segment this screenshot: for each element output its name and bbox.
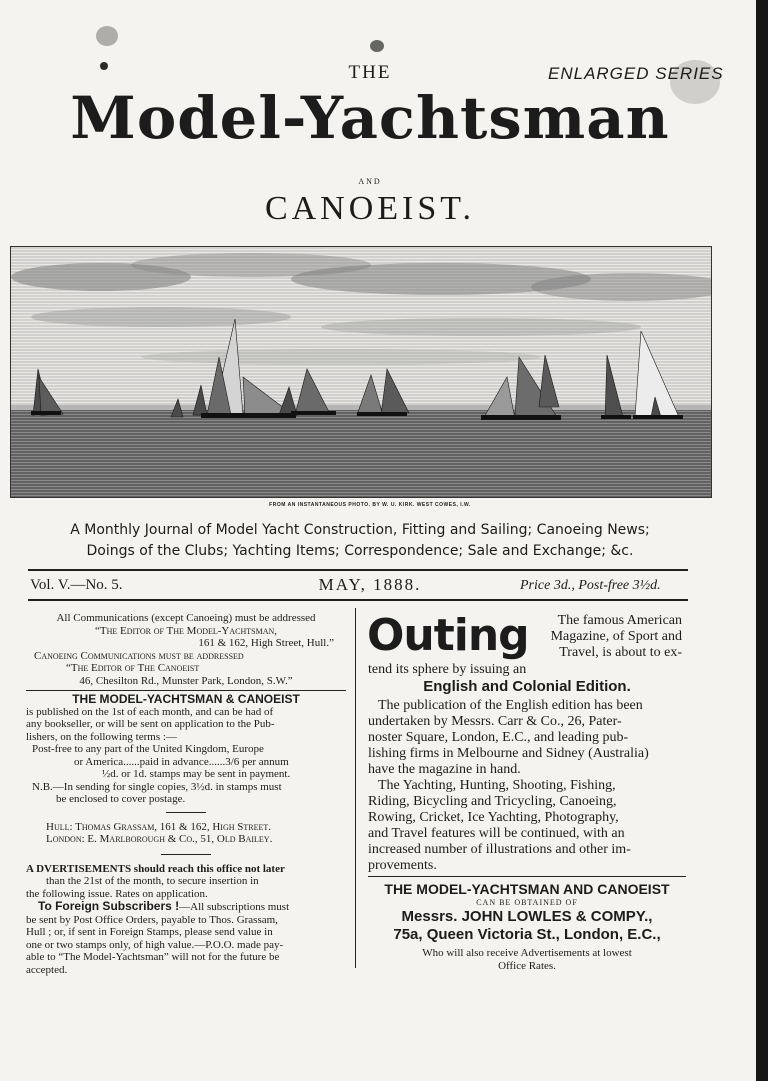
ad-title: THE MODEL-YACHTSMAN AND CANOEIST <box>384 881 670 897</box>
foreign-subscribers-heading: To Foreign Subscribers ! <box>38 899 180 913</box>
communications-line: All Communications (except Canoeing) must be addressed <box>56 612 316 624</box>
publication-line: ½d. or 1d. stamps may be sent in payment. <box>102 768 291 780</box>
issue-date: MAY, 1888. <box>318 575 422 594</box>
ad-note: Who will also receive Advertisements at lowest <box>422 947 632 959</box>
column-divider <box>355 608 356 968</box>
features-text: increased number of illustrations and other im- <box>368 842 631 857</box>
publication-line: any bookseller, or will be sent on application to the Pub- <box>26 718 275 730</box>
left-column <box>26 612 346 976</box>
outing-logo: Outing <box>367 610 529 661</box>
illustration-caption: FROM AN INSTANTANEOUS PHOTO. BY W. U. KIRK. WEST COWES, I.W. <box>269 502 471 508</box>
features-text: The Yachting, Hunting, Shooting, Fishing, <box>378 778 616 793</box>
masthead-the: THE <box>348 62 392 83</box>
volume-number: Vol. V.—No. 5. <box>30 577 123 593</box>
journal-description-line: A Monthly Journal of Model Yacht Construction, Fitting and Sailing; Canoeing News; <box>70 522 650 538</box>
publication-line: be enclosed to cover postage. <box>56 793 186 805</box>
features-text: Riding, Bicycling and Tricycling, Canoeing, <box>368 794 617 809</box>
short-rule <box>161 854 211 855</box>
journal-description <box>10 520 710 562</box>
advertisements-notice: A DVERTISEMENTS should reach this office not later <box>26 862 285 875</box>
publication-line: is published on the 1st of each month, and can be had of <box>26 705 274 718</box>
foreign-subscribers-text: be sent by Post Office Orders, payable to Thos. Grassam, <box>26 913 278 926</box>
publication-heading: THE MODEL-YACHTSMAN & CANOEIST <box>72 692 300 706</box>
edition-text: have the magazine in hand. <box>368 762 521 777</box>
short-rule <box>166 812 206 813</box>
editor-street: 161 & 162, High Street, Hull.” <box>198 637 334 649</box>
issue-top-rule <box>28 569 688 571</box>
masthead-title: Model-Yachtsman <box>70 84 670 152</box>
canoeist-address: 46, Chesilton Rd., Munster Park, London, S.W.” <box>79 674 293 687</box>
edition-text: lishing firms in Melbourne and Sidney (Australia) <box>368 746 649 761</box>
outing-intro-line: tend its sphere by issuing an <box>368 662 527 677</box>
masthead-and: AND <box>358 177 382 186</box>
journal-description-line: Doings of the Clubs; Yachting Items; Correspondence; Sale and Exchange; &c. <box>86 543 634 559</box>
outing-intro <box>510 613 682 661</box>
edition-heading: English and Colonial Edition. <box>423 678 631 695</box>
outing-intro-line: Magazine, of Sport and <box>550 629 682 644</box>
foreign-subscribers-text: Hull ; or, if sent in Foreign Stamps, please send value in <box>26 926 273 938</box>
ink-spot <box>370 40 384 52</box>
hull-publisher: Hull: Thomas Grassam, 161 & 162, High Street. <box>46 820 272 833</box>
section-rule <box>368 876 686 877</box>
enlarged-series-label: ENLARGED SERIES <box>548 64 724 83</box>
publication-line: N.B.—In sending for single copies, 3½d. in stamps must <box>32 780 282 793</box>
ad-note: Office Rates. <box>498 960 556 972</box>
outing-intro-line: The famous American <box>557 613 682 628</box>
ad-firm-name: Messrs. JOHN LOWLES & COMPY., <box>401 908 653 925</box>
advertisements-notice: the following issue. Rates on application. <box>26 887 208 900</box>
foreign-subscribers-text: accepted. <box>26 963 68 976</box>
features-text: Rowing, Cricket, Ice Yachting, Photography, <box>368 810 619 825</box>
publication-line: lishers, on the following terms :— <box>26 730 177 743</box>
masthead-canoeist: CANOEIST. <box>264 190 476 227</box>
canoeing-communications: Canoeing Communications must be addressed <box>34 649 244 662</box>
page-edge <box>756 0 768 1081</box>
issue-bottom-rule <box>28 599 688 601</box>
advertisements-notice: than the 21st of the month, to secure insertion in <box>46 875 259 887</box>
features-text: and Travel features will be continued, with an <box>368 826 625 841</box>
foreign-subscribers-text: —All subscriptions must <box>179 901 290 913</box>
yacht-race-illustration <box>11 247 711 497</box>
yacht-race-engraving <box>10 246 712 498</box>
publication-line: Post-free to any part of the United Kingdom, Europe <box>32 743 264 755</box>
issue-price: Price 3d., Post-free 3½d. <box>520 578 661 593</box>
canoeist-editor: “The Editor of The Canoeist <box>66 662 200 674</box>
ink-stain <box>96 26 118 46</box>
editor-address: “The Editor of The Model-Yachtsman, <box>94 624 278 637</box>
section-rule <box>26 690 346 691</box>
outing-intro-line: Travel, is about to ex- <box>559 645 682 660</box>
ad-firm-address: 75a, Queen Victoria St., London, E.C., <box>393 926 661 943</box>
right-column <box>368 662 686 973</box>
ad-obtained-label: CAN BE OBTAINED OF <box>476 898 578 907</box>
edition-text: The publication of the English edition has been <box>378 698 643 713</box>
london-publisher: London: E. Marlborough & Co., 51, Old Bailey. <box>46 833 273 845</box>
subscription-rate: or America......paid in advance......3/6 per annum <box>74 755 289 768</box>
foreign-subscribers-text: able to “The Model-Yachtsman” will not for the future be <box>26 951 280 963</box>
edition-text: undertaken by Messrs. Carr & Co., 26, Pater- <box>368 714 622 729</box>
foreign-subscribers-text: one or two stamps only, of high value.—P.O.O. made pay- <box>26 938 284 951</box>
edition-text: noster Square, London, E.C., and leading pub- <box>368 730 629 745</box>
features-text: provements. <box>368 858 437 873</box>
